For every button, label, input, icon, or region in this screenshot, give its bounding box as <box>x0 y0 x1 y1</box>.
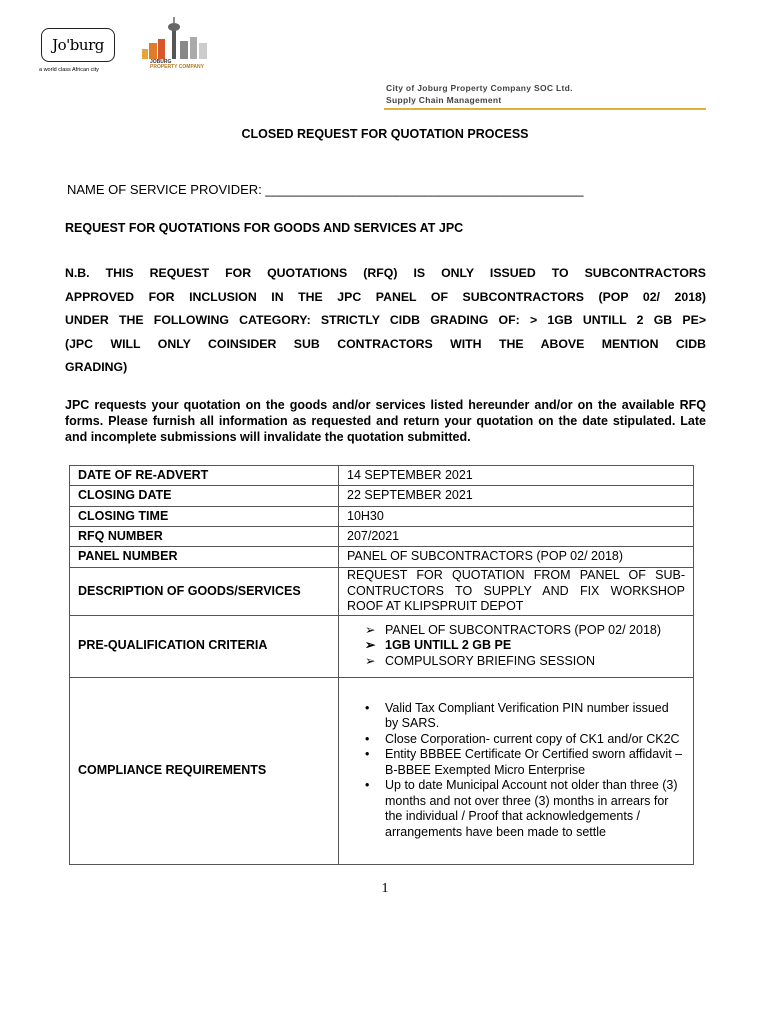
nb-line: GRADING) <box>65 360 128 374</box>
joburg-tagline: a world class African city <box>39 67 99 73</box>
list-item: • Entity BBBEE Certificate Or Certified sworn affidavit – B-BBEE Exempted Micro Enterprise <box>365 747 683 777</box>
compliance-list <box>339 701 685 841</box>
row-value <box>339 615 694 677</box>
row-value: 10H30 <box>339 507 694 527</box>
row-label: CLOSING DATE <box>70 486 339 507</box>
company-header <box>386 82 573 106</box>
arrow-bullet-icon: ➢ <box>365 653 376 668</box>
table-row <box>70 547 694 568</box>
row-label: PANEL NUMBER <box>70 547 339 568</box>
row-value: REQUEST FOR QUOTATION FROM PANEL OF SUB-CONTRUCTORS TO SUPPLY AND FIX WORKSHOP ROOF AT KLIPSPRUIT DEPOT <box>339 568 694 616</box>
joburg-logo <box>41 28 115 62</box>
nb-notice <box>65 262 706 380</box>
list-item: ➢ COMPULSORY BRIEFING SESSION <box>365 653 596 668</box>
table-row <box>70 507 694 527</box>
nb-line: APPROVED FOR INCLUSION IN THE JPC PANEL OF SUBCONTRACTORS (POP 02/ 2018) <box>65 289 706 304</box>
list-item: • Up to date Municipal Account not older than three (3) months and not over three (3) months in arrears for the individual / Proof that acknowledgements / arrangements have been made to settle <box>365 778 678 839</box>
jpc-logo-text <box>150 60 204 70</box>
row-value: 14 SEPTEMBER 2021 <box>339 466 694 486</box>
row-value: PANEL OF SUBCONTRACTORS (POP 02/ 2018) <box>339 547 694 568</box>
rfq-details-table <box>69 465 694 865</box>
row-value: 207/2021 <box>339 527 694 547</box>
row-value <box>339 677 694 864</box>
department-name: Supply Chain Management <box>386 95 502 105</box>
row-label: CLOSING TIME <box>70 507 339 527</box>
list-item: ➢ PANEL OF SUBCONTRACTORS (POP 02/ 2018) <box>365 622 662 637</box>
header-divider <box>384 108 706 110</box>
jpc-logo-line1: JOBURG <box>150 59 172 65</box>
row-value: 22 SEPTEMBER 2021 <box>339 486 694 507</box>
list-item: • Valid Tax Compliant Verification PIN number issued by SARS. <box>365 700 669 731</box>
company-name: City of Joburg Property Company SOC Ltd. <box>386 83 573 93</box>
section-heading: REQUEST FOR QUOTATIONS FOR GOODS AND SERVICES AT JPC <box>65 221 464 235</box>
intro-paragraph: JPC requests your quotation on the goods and/or services listed hereunder and/or on the available RFQ forms. Please furnish all information as requested and return your quotation on the date stipulated. Late and incomplete submissions will invalidate the quotation submitted. <box>65 398 706 444</box>
table-row <box>70 486 694 507</box>
table-row <box>70 466 694 486</box>
service-provider-field: NAME OF SERVICE PROVIDER: ____________________________________________ <box>67 182 584 197</box>
nb-line: UNDER THE FOLLOWING CATEGORY: STRICTLY CIDB GRADING OF: > 1GB UNTILL 2 GB PE> <box>65 313 706 327</box>
arrow-bullet-icon: ➢ <box>365 638 376 653</box>
row-label: COMPLIANCE REQUIREMENTS <box>70 677 339 864</box>
row-label: DESCRIPTION OF GOODS/SERVICES <box>70 568 339 616</box>
jpc-logo-line2: PROPERTY COMPANY <box>150 64 204 70</box>
table-row <box>70 677 694 864</box>
document-title: CLOSED REQUEST FOR QUOTATION PROCESS <box>241 127 529 141</box>
joburg-logo-text: Jo'burg <box>52 36 104 54</box>
row-label: PRE-QUALIFICATION CRITERIA <box>70 615 339 677</box>
row-label: DATE OF RE-ADVERT <box>70 466 339 486</box>
list-item: ➢ 1GB UNTILL 2 GB PE <box>365 638 512 653</box>
list-item: • Close Corporation- current copy of CK1 and/or CK2C <box>365 731 680 746</box>
nb-line: N.B. THIS REQUEST FOR QUOTATIONS (RFQ) IS ONLY ISSUED TO SUBCONTRACTORS <box>65 266 706 280</box>
row-label: RFQ NUMBER <box>70 527 339 547</box>
bullet-icon: • <box>365 778 370 793</box>
table-row <box>70 568 694 616</box>
bullet-icon: • <box>365 747 370 762</box>
page-number: 1 <box>381 881 389 896</box>
bullet-icon: • <box>365 731 370 746</box>
bullet-icon: • <box>365 700 370 715</box>
arrow-bullet-icon: ➢ <box>365 622 376 637</box>
table-row <box>70 615 694 677</box>
table-row <box>70 527 694 547</box>
prequal-list <box>339 623 685 670</box>
nb-line: (JPC WILL ONLY COINSIDER SUB CONTRACTORS WITH THE ABOVE MENTION CIDB <box>65 336 706 351</box>
